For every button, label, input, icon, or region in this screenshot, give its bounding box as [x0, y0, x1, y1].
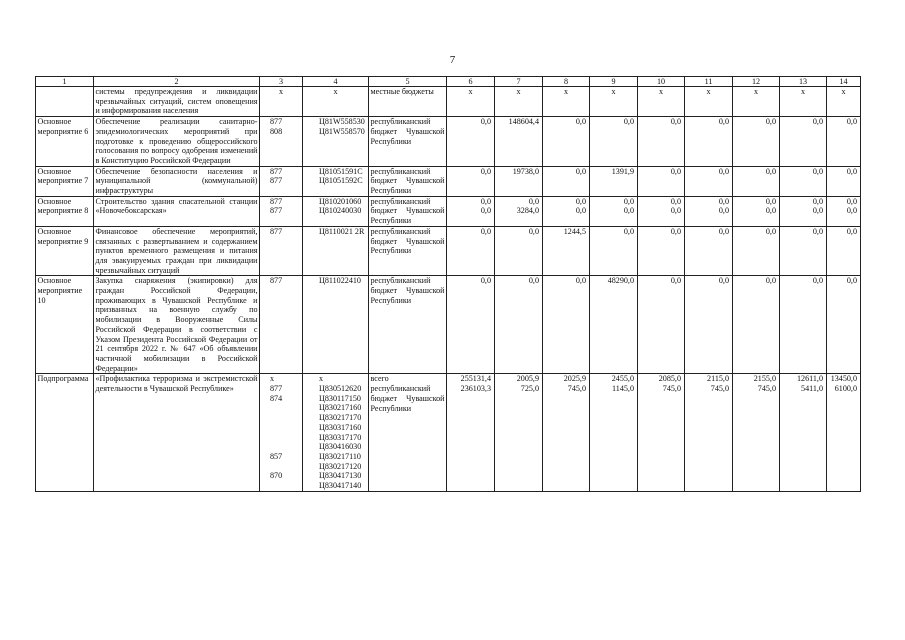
grbs-code-cell-line — [270, 413, 301, 423]
amount-cell — [638, 196, 685, 226]
target-code-cell — [303, 87, 369, 117]
amount-cell — [447, 196, 495, 226]
amount-cell-line: 0,0 — [846, 206, 857, 216]
amount-cell-line: 0,0 — [575, 206, 586, 216]
header-cell: 7 — [495, 77, 543, 87]
amount-cell: 0,0 — [780, 276, 827, 374]
amount-cell: 0,0 — [733, 117, 780, 167]
table-row — [36, 276, 861, 374]
activity-name-cell: системы предупреждения и ликвидации чрезвычайных ситуаций, систем оповещения и информирования населения — [95, 87, 258, 116]
amount-cell-line: 0,0 — [812, 206, 823, 216]
amount-cell-line: 0,0 — [623, 206, 634, 216]
amount-cell-line: 0,0 — [718, 196, 729, 206]
target-code-cell-line: Ц810240030 — [319, 206, 362, 216]
header-cell: 8 — [543, 77, 590, 87]
amount-cell: 0,0 — [543, 166, 590, 196]
target-code-cell-line: Ц830417140 — [319, 480, 362, 490]
table-row — [36, 117, 861, 167]
amount-cell: x — [638, 87, 685, 117]
amount-cell: 0,0 — [447, 166, 495, 196]
header-cell: 14 — [827, 77, 861, 87]
header-cell: 4 — [303, 77, 369, 87]
amount-cell: 0,0 — [638, 226, 685, 276]
table-row — [36, 196, 861, 226]
amount-cell: 1244,5 — [543, 226, 590, 276]
amount-cell: x — [827, 87, 861, 117]
target-code-cell-line: Ц830217170 — [319, 413, 362, 423]
activity-type-cell: Подпрограмма — [36, 374, 94, 491]
amount-cell: 0,0 — [733, 166, 780, 196]
amount-cell-line: 2085,0 — [658, 374, 681, 384]
amount-cell — [543, 374, 590, 491]
amount-cell — [495, 374, 543, 491]
funding-source-cell: республиканский бюджет Чувашской Республики — [370, 166, 445, 196]
grbs-code-cell-line — [270, 442, 301, 452]
target-code-cell — [303, 276, 369, 374]
target-code-cell-line: Ц830217160 — [319, 403, 362, 413]
grbs-code-cell-line: 877 — [270, 276, 283, 286]
amount-cell: x — [590, 87, 638, 117]
grbs-code-cell-line: 877 — [270, 206, 283, 216]
table-row — [36, 226, 861, 276]
target-code-cell — [303, 166, 369, 196]
grbs-code-cell-line: 877 — [270, 117, 283, 127]
amount-cell: x — [495, 87, 543, 117]
amount-cell: x — [447, 87, 495, 117]
amount-cell-line: 5411,0 — [801, 384, 823, 394]
target-code-cell-line: Ц8110021 2R — [319, 226, 365, 236]
amount-cell: 0,0 — [543, 117, 590, 167]
target-code-cell-line: Ц81W558530 — [319, 117, 365, 127]
amount-cell: 0,0 — [780, 166, 827, 196]
activity-name-cell: Финансовое обеспечение мероприятий, связанных с развертыванием и содержанием пунктов временного размещения и питания для эвакуируемых граждан при ликвидации чрезвычайных ситуаций — [95, 226, 258, 275]
amount-cell — [447, 374, 495, 491]
amount-cell-line: 0,0 — [575, 196, 586, 206]
amount-cell-line: 3284,0 — [516, 206, 539, 216]
amount-cell — [495, 196, 543, 226]
amount-cell: 0,0 — [827, 276, 861, 374]
funding-source-cell: республиканский бюджет Чувашской Республики — [370, 196, 445, 226]
amount-cell-line: 0,0 — [812, 196, 823, 206]
activity-name-cell: Закупка снаряжения (экипировки) для граждан Российской Федерации, проживающих в Чувашской Республике и призванных на военную службу по мобилизации в Вооруженные Силы Российской Федерации в соответствии с Указом Президента Российской Федерации от 21 сентября 2022 г. № 647 «Об объявлении частичной мобилизации в Российской Федерации» — [95, 276, 258, 373]
header-cell: 11 — [685, 77, 733, 87]
amount-cell: 19738,0 — [495, 166, 543, 196]
target-code-cell-line: Ц830512620 — [319, 384, 362, 394]
amount-cell — [638, 374, 685, 491]
target-code-cell-line: Ц81W558570 — [319, 126, 365, 136]
header-cell: 9 — [590, 77, 638, 87]
activity-name-cell: Обеспечение реализации санитарно-эпидемиологических мероприятий при подготовке к проведению общероссийского голосования по вопросу одобрения изменений в Конституцию Российской Федерации — [95, 117, 258, 165]
grbs-code-cell-line: x — [278, 87, 284, 96]
page-number: 7 — [449, 54, 456, 66]
target-code-cell-line: Ц830317160 — [319, 422, 362, 432]
grbs-code-cell-line: 877 — [270, 176, 283, 186]
header-cell: 6 — [447, 77, 495, 87]
amount-cell — [685, 374, 733, 491]
grbs-code-cell-line: 808 — [270, 126, 283, 136]
grbs-code-cell-line: 874 — [270, 393, 283, 403]
target-code-cell-line: Ц830217110 — [319, 451, 361, 461]
grbs-code-cell — [260, 166, 303, 196]
grbs-code-cell-line: 877 — [270, 226, 283, 236]
amount-cell — [827, 196, 861, 226]
header-cell: 5 — [369, 77, 447, 87]
amount-cell: x — [780, 87, 827, 117]
target-code-cell-line: Ц830117150 — [319, 393, 361, 403]
grbs-code-cell — [260, 87, 303, 117]
amount-cell: 0,0 — [827, 117, 861, 167]
amount-cell — [780, 196, 827, 226]
activity-name-cell: Строительство здания спасательной станции «Новочебоксарская» — [94, 196, 260, 226]
table-row — [36, 374, 861, 491]
amount-cell-line: 745,0 — [567, 384, 586, 394]
grbs-code-cell — [260, 374, 303, 491]
amount-cell — [827, 374, 861, 491]
amount-cell-line: 2115,0 — [707, 374, 729, 384]
table-row — [36, 166, 861, 196]
activity-type-cell: Основное мероприятие 9 — [36, 226, 94, 276]
amount-cell-line: 725,0 — [520, 384, 539, 394]
amount-cell — [733, 196, 780, 226]
activity-type-cell: Основное мероприятие 10 — [36, 276, 94, 374]
table-row — [36, 87, 861, 117]
grbs-code-cell-line — [270, 433, 301, 443]
target-code-cell-line: Ц830317170 — [319, 432, 362, 442]
amount-cell: 0,0 — [447, 117, 495, 167]
amount-cell: 0,0 — [733, 226, 780, 276]
amount-cell: 0,0 — [780, 226, 827, 276]
amount-cell: 0,0 — [495, 226, 543, 276]
target-code-cell-line: Ц81051592С — [319, 176, 363, 186]
grbs-code-cell-line: 870 — [270, 471, 283, 481]
amount-cell: 0,0 — [638, 117, 685, 167]
amount-cell: x — [685, 87, 733, 117]
amount-cell-line: 0,0 — [480, 196, 491, 206]
target-code-cell — [303, 374, 369, 491]
target-code-cell-line: Ц810201060 — [319, 196, 362, 206]
amount-cell-line: 2155,0 — [753, 374, 776, 384]
amount-cell-line: 0,0 — [765, 196, 776, 206]
amount-cell-line: 2025,9 — [563, 374, 586, 384]
grbs-code-cell-line: 877 — [270, 384, 283, 394]
amount-cell-line: 0,0 — [846, 196, 857, 206]
amount-cell — [733, 374, 780, 491]
amount-cell-line: 2005,9 — [516, 374, 539, 384]
header-cell: 12 — [733, 77, 780, 87]
target-code-cell-line: Ц830416030 — [319, 442, 362, 452]
amount-cell-line: 255131,4 — [460, 374, 491, 384]
amount-cell-line: 0,0 — [480, 206, 491, 216]
amount-cell: 0,0 — [447, 276, 495, 374]
amount-cell — [780, 374, 827, 491]
amount-cell: 1391,9 — [590, 166, 638, 196]
funding-source-cell: республиканский бюджет Чувашской Республики — [369, 226, 447, 276]
target-code-cell — [303, 196, 369, 226]
target-code-cell-line: Ц811022410 — [319, 276, 361, 286]
amount-cell: 0,0 — [590, 226, 638, 276]
activity-type-cell: Основное мероприятие 6 — [36, 117, 94, 167]
target-code-cell-line: x — [319, 374, 324, 384]
amount-cell-line: 13450,0 — [830, 374, 857, 384]
amount-cell-line: 0,0 — [765, 206, 776, 216]
grbs-code-cell — [260, 196, 303, 226]
grbs-code-cell-line: 857 — [270, 451, 283, 461]
amount-cell: 0,0 — [638, 276, 685, 374]
amount-cell: x — [543, 87, 590, 117]
amount-cell — [590, 196, 638, 226]
grbs-code-cell-line — [270, 462, 301, 472]
grbs-code-cell-line — [270, 423, 301, 433]
amount-cell-line: 745,0 — [662, 384, 681, 394]
amount-cell — [590, 374, 638, 491]
amount-cell: 0,0 — [590, 117, 638, 167]
header-cell: 13 — [780, 77, 827, 87]
grbs-code-cell-line: 877 — [270, 196, 283, 206]
amount-cell-line: 1145,0 — [612, 384, 634, 394]
amount-cell: 0,0 — [780, 117, 827, 167]
target-code-cell-line: Ц830217120 — [319, 461, 362, 471]
budget-table — [35, 76, 861, 492]
amount-cell-line: 0,0 — [528, 196, 539, 206]
amount-cell: 0,0 — [495, 276, 543, 374]
amount-cell: 0,0 — [685, 117, 733, 167]
amount-cell: 0,0 — [685, 166, 733, 196]
target-code-cell-line: x — [333, 87, 338, 96]
amount-cell — [543, 196, 590, 226]
amount-cell-line: 236103,3 — [460, 384, 491, 394]
funding-source-name: республиканский бюджет Чувашской Республики — [370, 384, 445, 413]
activity-type-cell: Основное мероприятие 7 — [36, 166, 94, 196]
grbs-code-cell — [260, 226, 303, 276]
funding-source-cell: местные бюджеты — [369, 87, 447, 117]
amount-cell: 0,0 — [733, 276, 780, 374]
grbs-code-cell — [260, 276, 303, 374]
target-code-cell-line: Ц830417130 — [319, 471, 362, 481]
header-row — [36, 77, 861, 87]
grbs-code-cell-line: 877 — [270, 166, 283, 176]
header-cell: 3 — [260, 77, 303, 87]
activity-type-cell — [36, 87, 94, 117]
grbs-code-cell — [260, 117, 303, 167]
grbs-code-cell-line — [270, 403, 301, 413]
grbs-code-cell-line — [270, 481, 301, 491]
amount-cell: 0,0 — [827, 166, 861, 196]
amount-cell: 0,0 — [685, 226, 733, 276]
amount-cell-line: 0,0 — [670, 196, 681, 206]
amount-cell-line: 6100,0 — [834, 384, 857, 394]
activity-name-cell: Обеспечение безопасности населения и муниципальной (коммунальной) инфраструктуры — [95, 166, 258, 196]
target-code-cell — [303, 226, 369, 276]
target-code-cell-line: Ц81051591С — [319, 166, 363, 176]
amount-cell-line: 745,0 — [757, 384, 776, 394]
amount-cell-line: 12611,0 — [796, 374, 823, 384]
activity-name-cell: «Профилактика терроризма и экстремистской деятельности в Чувашской Республике» — [94, 374, 260, 491]
amount-cell-line: 0,0 — [718, 206, 729, 216]
amount-cell: 0,0 — [638, 166, 685, 196]
amount-cell: 0,0 — [447, 226, 495, 276]
amount-cell-line: 745,0 — [710, 384, 729, 394]
funding-source-cell — [369, 374, 447, 491]
header-cell: 2 — [94, 77, 260, 87]
amount-cell: 0,0 — [827, 226, 861, 276]
amount-cell — [685, 196, 733, 226]
funding-source-cell: республиканский бюджет Чувашской Республики — [369, 276, 447, 374]
funding-source-cell: республиканский бюджет Чувашской Республики — [369, 117, 447, 167]
grbs-code-cell-line: x — [270, 374, 275, 384]
amount-cell: 148604,4 — [495, 117, 543, 167]
amount-cell-line: 0,0 — [670, 206, 681, 216]
header-cell: 1 — [36, 77, 94, 87]
header-cell: 10 — [638, 77, 685, 87]
activity-type-cell: Основное мероприятие 8 — [36, 196, 94, 226]
amount-cell: 0,0 — [543, 276, 590, 374]
amount-cell: 0,0 — [685, 276, 733, 374]
amount-cell: x — [733, 87, 780, 117]
target-code-cell — [303, 117, 369, 167]
amount-cell-line: 2455,0 — [611, 374, 634, 384]
funding-source-total: всего — [370, 374, 389, 384]
amount-cell: 48290,0 — [590, 276, 638, 374]
amount-cell-line: 0,0 — [623, 196, 634, 206]
